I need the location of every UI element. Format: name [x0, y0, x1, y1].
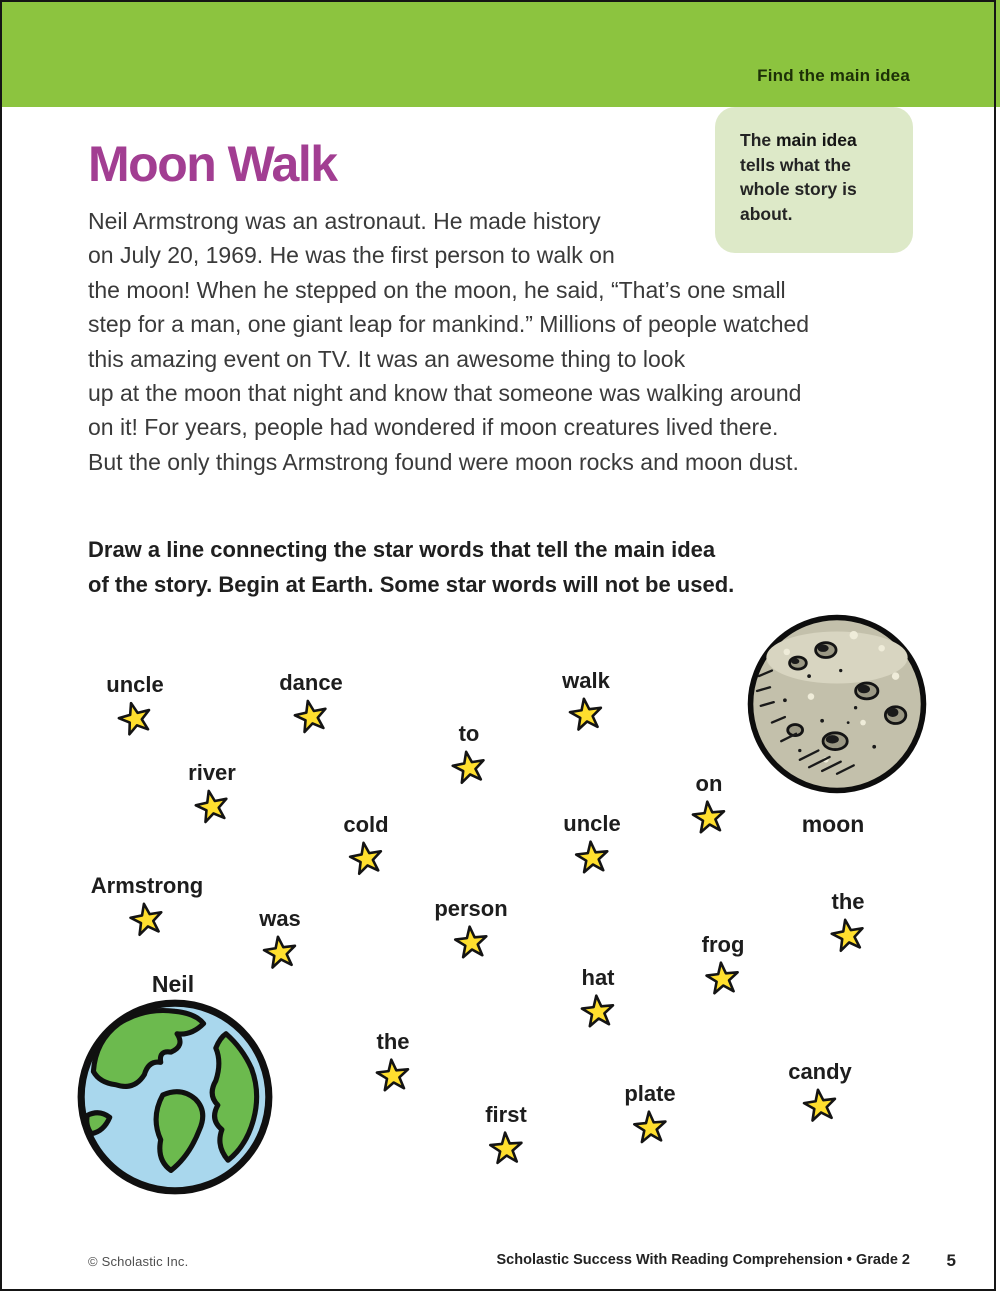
star-icon[interactable] — [577, 991, 619, 1033]
story-line: on July 20, 1969. He was the first person to walk on — [88, 242, 615, 269]
moon-illustration[interactable] — [744, 611, 930, 797]
star-word-label: plate — [624, 1081, 676, 1106]
star-icon[interactable] — [189, 784, 234, 829]
footer-page-number: 5 — [946, 1251, 956, 1270]
star-word-item — [259, 906, 301, 972]
footer-copyright: © Scholastic Inc. — [88, 1254, 189, 1269]
star-word-item — [563, 811, 620, 877]
star-word-label: on — [695, 771, 723, 796]
story-line: this amazing event on TV. It was an awesome thing to look — [88, 345, 686, 372]
star-word-item — [343, 812, 388, 878]
earth-label: Neil — [151, 971, 195, 997]
star-word-label: person — [434, 896, 508, 921]
star-icon[interactable] — [629, 1107, 670, 1148]
footer-series-title: Scholastic Success With Reading Comprehension • Grade 2 — [496, 1252, 910, 1268]
star-word-item — [279, 670, 343, 736]
star-icon[interactable] — [344, 837, 388, 881]
star-icon[interactable] — [450, 922, 492, 964]
star-word-item — [624, 1081, 675, 1147]
star-icon[interactable] — [486, 1129, 527, 1170]
star-word-label: first — [485, 1102, 527, 1127]
star-word-item — [485, 1102, 527, 1168]
instructions-line: of the story. Begin at Earth. Some star words will not be used. — [88, 572, 735, 597]
star-word-label: walk — [562, 668, 610, 693]
earth-illustration[interactable] — [73, 995, 277, 1199]
star-word-label: river — [188, 760, 236, 785]
star-word-label: the — [376, 1029, 410, 1054]
star-icon[interactable] — [702, 958, 744, 1000]
star-word-label: Armstrong — [90, 873, 204, 898]
star-icon[interactable] — [372, 1055, 414, 1097]
star-word-item — [91, 873, 203, 939]
star-icon[interactable] — [288, 694, 333, 739]
story-line: Neil Armstrong was an astronaut. He made history — [88, 208, 601, 234]
star-word-item — [829, 889, 867, 955]
moon-label: moon — [801, 811, 865, 837]
page-title: Moon Walk — [88, 136, 337, 192]
header-bar — [0, 0, 1000, 107]
star-icon[interactable] — [112, 696, 159, 743]
star-icon[interactable] — [826, 914, 870, 958]
story-line: on it! For years, people had wondered if moon creatures lived there. — [88, 414, 779, 441]
star-word-item — [450, 721, 488, 787]
star-icon[interactable] — [125, 898, 169, 942]
star-icon[interactable] — [799, 1085, 842, 1128]
star-icon[interactable] — [447, 746, 491, 790]
star-icon[interactable] — [565, 694, 608, 737]
story-line: step for a man, one giant leap for mankind.” Millions of people watched — [88, 311, 810, 338]
star-word-item — [579, 965, 617, 1031]
star-word-label: hat — [581, 965, 615, 990]
story-line: the moon! When he stepped on the moon, he said, “That’s one small — [88, 276, 786, 303]
star-word-item — [374, 1029, 412, 1095]
star-word-label: cold — [343, 812, 389, 837]
instructions-line: Draw a line connecting the star words that tell the main idea — [88, 537, 716, 562]
main-idea-note-text: The main idea tells what the whole story is about. — [740, 130, 857, 224]
star-word-label: frog — [701, 932, 745, 957]
star-word-item — [702, 932, 745, 998]
star-word-item — [562, 668, 610, 734]
story-line: But the only things Armstrong found were moon rocks and moon dust. — [88, 448, 799, 475]
star-icon[interactable] — [571, 837, 613, 879]
star-word-label: to — [458, 721, 480, 746]
main-idea-note-box — [715, 107, 913, 253]
star-word-item — [690, 771, 728, 837]
star-word-item — [188, 760, 236, 826]
star-word-label: was — [259, 906, 301, 931]
star-icon[interactable] — [688, 797, 730, 839]
header-skill-tag: Find the main idea — [757, 66, 910, 85]
story-line: up at the moon that night and know that someone was walking around — [88, 380, 802, 407]
star-word-label: the — [831, 889, 865, 914]
star-icon[interactable] — [259, 932, 302, 975]
star-word-label: candy — [788, 1059, 852, 1084]
star-word-label: uncle — [563, 811, 621, 836]
star-word-label: uncle — [106, 672, 164, 697]
star-word-label: dance — [279, 670, 343, 695]
star-word-item — [434, 896, 507, 962]
main-idea-highlight: main idea — [775, 130, 857, 150]
star-word-item — [788, 1059, 852, 1125]
star-word-item — [106, 672, 163, 738]
